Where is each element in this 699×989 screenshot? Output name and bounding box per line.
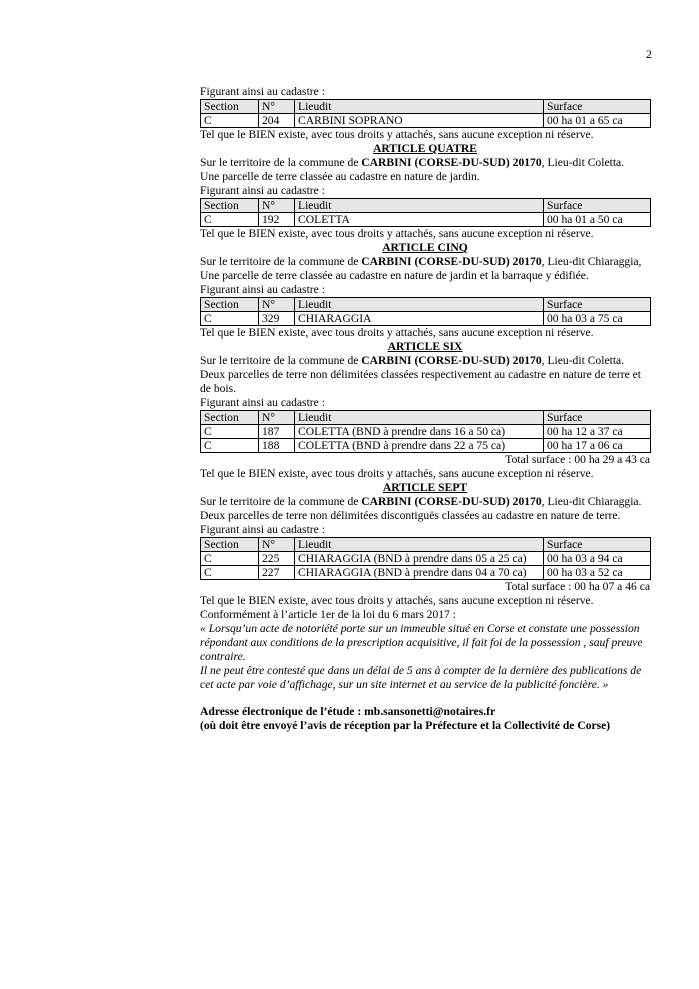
locality: , Lieu-dit Chiaraggia. <box>541 495 642 508</box>
intro-prefix: Sur le territoire de la commune de <box>200 255 362 268</box>
total-surface: Total surface : 00 ha 29 a 43 ca <box>505 453 650 466</box>
header-section: Section <box>201 199 259 213</box>
cell-surface: 00 ha 03 a 75 ca <box>544 312 651 326</box>
header-lieudit: Lieudit <box>295 100 544 114</box>
cell-section: C <box>201 552 259 566</box>
cell-surface: 00 ha 03 a 94 ca <box>544 552 651 566</box>
commune-name: CARBINI (CORSE-DU-SUD) 20170 <box>361 255 542 268</box>
article-title: ARTICLE SEPT <box>382 481 468 494</box>
header-num: N° <box>259 199 295 213</box>
commune-name: CARBINI (CORSE-DU-SUD) 20170 <box>361 156 542 169</box>
cell-section: C <box>201 213 259 227</box>
header-section: Section <box>201 298 259 312</box>
header-num: N° <box>259 100 295 114</box>
article-title: ARTICLE SIX <box>387 340 463 353</box>
table-header-row <box>201 100 651 114</box>
commune-name: CARBINI (CORSE-DU-SUD) 20170 <box>361 495 542 508</box>
article-intro <box>200 255 650 269</box>
table-row <box>201 552 651 566</box>
cadastre-table-art4 <box>200 198 651 227</box>
law-intro: Conformément à l’article 1er de la loi du 6 mars 2017 : <box>200 608 456 621</box>
table-row <box>201 312 651 326</box>
article-description: Deux parcelles de terre non délimitées discontiguës classées au cadastre en nature de terre. <box>200 509 621 522</box>
article-title: ARTICLE CINQ <box>382 241 468 254</box>
page-number: 2 <box>646 47 652 61</box>
tel-que-statement: Tel que le BIEN existe, avec tous droits y attachés, sans aucune exception ni réserve. <box>200 326 594 339</box>
article-description: Une parcelle de terre classée au cadastre en nature de jardin. <box>200 170 480 183</box>
table-header-row <box>201 298 651 312</box>
table-header-row <box>201 411 651 425</box>
cadastre-table-art5 <box>200 297 651 326</box>
law-quote-paragraph-2: Il ne peut être contesté que dans un délai de 5 ans à compter de la dernière des publications de cet acte par voie d’affichage, sur un site internet et au service de la publicité foncière. » <box>200 664 642 691</box>
cell-num: 227 <box>259 566 295 580</box>
header-num: N° <box>259 538 295 552</box>
table-header-row <box>201 199 651 213</box>
cell-section: C <box>201 425 259 439</box>
document-body <box>200 85 650 733</box>
header-num: N° <box>259 411 295 425</box>
cadastre-label: Figurant ainsi au cadastre : <box>200 523 325 536</box>
cell-num: 187 <box>259 425 295 439</box>
cell-lieudit: CARBINI SOPRANO <box>295 114 544 128</box>
locality: , Lieu-dit Coletta. <box>541 354 625 367</box>
article-title: ARTICLE QUATRE <box>372 142 478 155</box>
header-lieudit: Lieudit <box>295 411 544 425</box>
intro-prefix: Sur le territoire de la commune de <box>200 495 362 508</box>
cell-surface: 00 ha 01 a 50 ca <box>544 213 651 227</box>
table-header-row <box>201 538 651 552</box>
cell-section: C <box>201 566 259 580</box>
header-surface: Surface <box>544 411 651 425</box>
cell-num: 192 <box>259 213 295 227</box>
header-lieudit: Lieudit <box>295 538 544 552</box>
cadastre-table-art7 <box>200 537 651 580</box>
cell-section: C <box>201 114 259 128</box>
intro-prefix: Sur le territoire de la commune de <box>200 354 362 367</box>
article-intro <box>200 354 650 368</box>
locality: , Lieu-dit Chiaraggia, <box>541 255 642 268</box>
table-row <box>201 425 651 439</box>
article-description: Deux parcelles de terre non délimitées classées respectivement au cadastre en nature de terre et de bois. <box>200 368 641 395</box>
tel-que-statement: Tel que le BIEN existe, avec tous droits y attachés, sans aucune exception ni réserve. <box>200 227 594 240</box>
cell-lieudit: COLETTA (BND à prendre dans 22 a 75 ca) <box>295 439 544 453</box>
cell-lieudit: COLETTA <box>295 213 544 227</box>
cell-num: 329 <box>259 312 295 326</box>
article-intro <box>200 156 650 170</box>
cell-section: C <box>201 439 259 453</box>
header-surface: Surface <box>544 538 651 552</box>
header-lieudit: Lieudit <box>295 199 544 213</box>
intro-prefix: Sur le territoire de la commune de <box>200 156 362 169</box>
cell-num: 188 <box>259 439 295 453</box>
tel-que-statement: Tel que le BIEN existe, avec tous droits y attachés, sans aucune exception ni réserve. <box>200 467 594 480</box>
cell-num: 225 <box>259 552 295 566</box>
header-section: Section <box>201 411 259 425</box>
cadastre-label: Figurant ainsi au cadastre : <box>200 283 325 296</box>
header-section: Section <box>201 100 259 114</box>
header-surface: Surface <box>544 298 651 312</box>
cell-section: C <box>201 312 259 326</box>
header-surface: Surface <box>544 100 651 114</box>
table-row <box>201 213 651 227</box>
locality: , Lieu-dit Coletta. <box>541 156 625 169</box>
cell-surface: 00 ha 03 a 52 ca <box>544 566 651 580</box>
cadastre-table-art3 <box>200 99 651 128</box>
header-section: Section <box>201 538 259 552</box>
cadastre-label: Figurant ainsi au cadastre : <box>200 85 325 98</box>
contact-email-line: Adresse électronique de l’étude : mb.sansonetti@notaires.fr <box>200 705 496 718</box>
cell-lieudit: COLETTA (BND à prendre dans 16 a 50 ca) <box>295 425 544 439</box>
cell-lieudit: CHIARAGGIA <box>295 312 544 326</box>
cell-num: 204 <box>259 114 295 128</box>
tel-que-statement: Tel que le BIEN existe, avec tous droits y attachés, sans aucune exception ni réserve. <box>200 128 594 141</box>
cell-surface: 00 ha 17 a 06 ca <box>544 439 651 453</box>
cadastre-label: Figurant ainsi au cadastre : <box>200 396 325 409</box>
law-quote-paragraph-1: « Lorsqu’un acte de notoriété porte sur un immeuble situé en Corse et constate une possession répondant aux conditions de la prescription acquisitive, il fait foi de la possession , sauf preuve contraire. <box>200 622 643 663</box>
cadastre-table-art6 <box>200 410 651 453</box>
header-lieudit: Lieudit <box>295 298 544 312</box>
cell-surface: 00 ha 01 a 65 ca <box>544 114 651 128</box>
contact-note-line: (où doit être envoyé l’avis de réception par la Préfecture et la Collectivité de Corse) <box>200 719 611 732</box>
header-surface: Surface <box>544 199 651 213</box>
article-description: Une parcelle de terre classée au cadastre en nature de jardin et la barraque y édifiée. <box>200 269 589 282</box>
total-surface: Total surface : 00 ha 07 a 46 ca <box>505 580 650 593</box>
commune-name: CARBINI (CORSE-DU-SUD) 20170 <box>361 354 542 367</box>
cell-lieudit: CHIARAGGIA (BND à prendre dans 04 a 70 ca) <box>295 566 544 580</box>
cadastre-label: Figurant ainsi au cadastre : <box>200 184 325 197</box>
article-intro <box>200 495 650 509</box>
cell-lieudit: CHIARAGGIA (BND à prendre dans 05 a 25 ca) <box>295 552 544 566</box>
table-row <box>201 566 651 580</box>
table-row <box>201 439 651 453</box>
table-row <box>201 114 651 128</box>
cell-surface: 00 ha 12 a 37 ca <box>544 425 651 439</box>
tel-que-statement: Tel que le BIEN existe, avec tous droits y attachés, sans aucune exception ni réserve. <box>200 594 594 607</box>
header-num: N° <box>259 298 295 312</box>
